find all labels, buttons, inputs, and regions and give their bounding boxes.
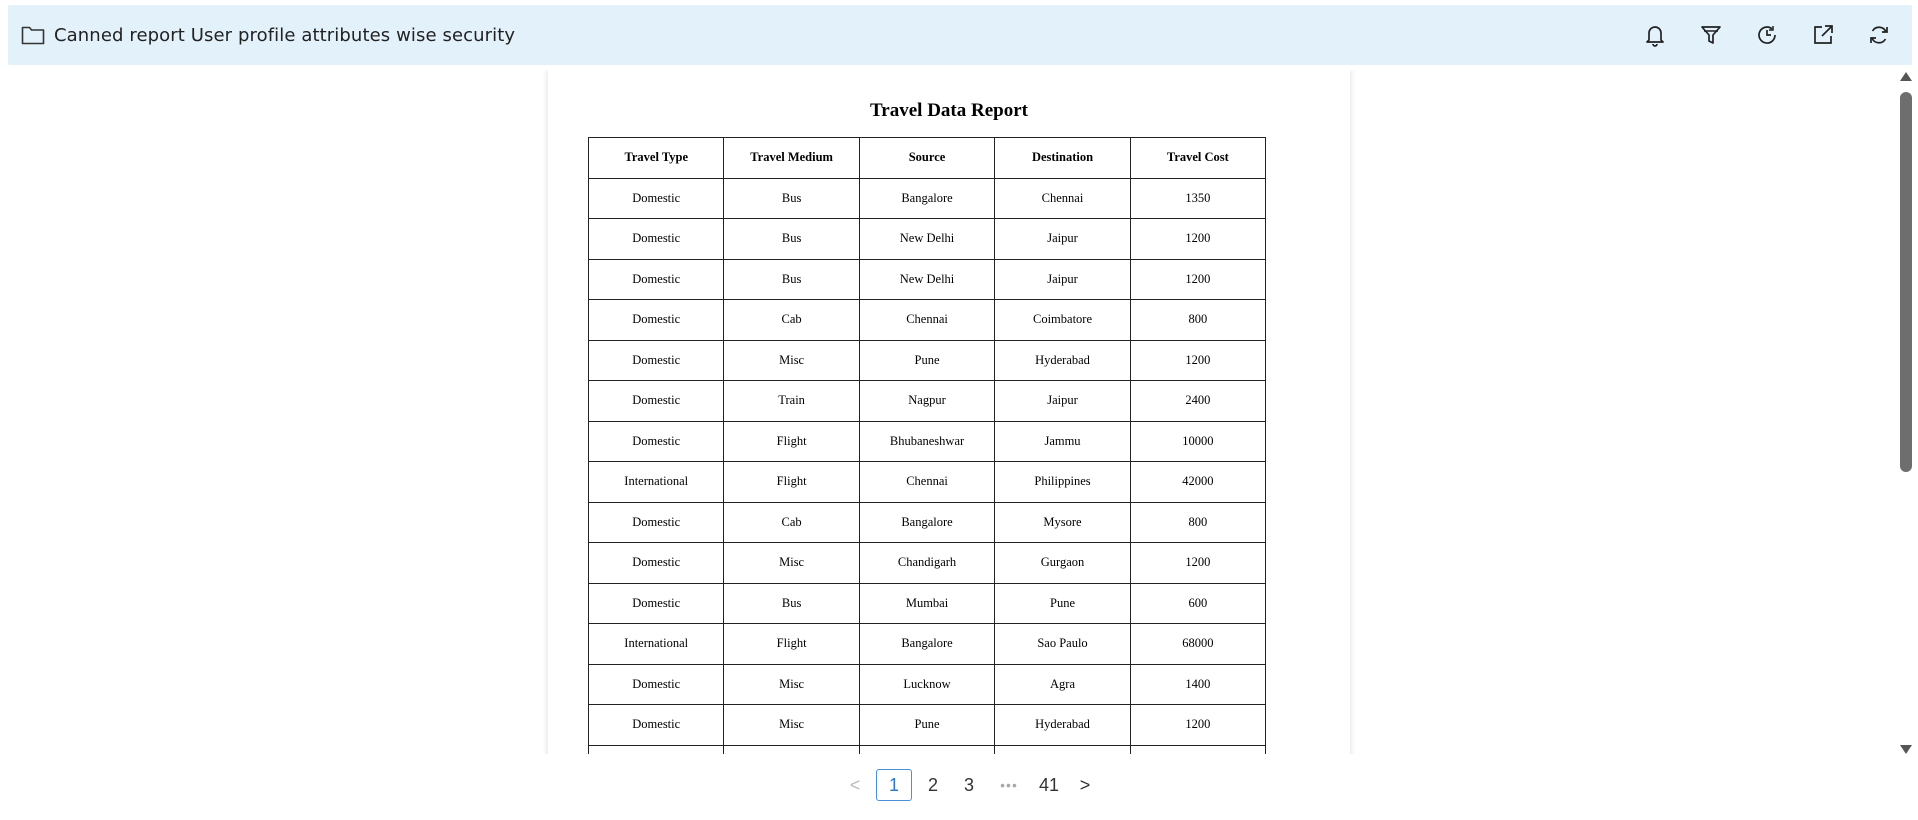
report-header: [8, 5, 1912, 65]
table-cell: Domestic: [589, 583, 724, 624]
table-cell: 800: [1130, 502, 1265, 543]
page-3-button[interactable]: 3: [963, 774, 974, 795]
table-row: [589, 259, 1266, 300]
table-cell: Jammu: [995, 421, 1130, 462]
table-cell: Flight: [724, 462, 859, 503]
table-cell: Gurgaon: [995, 543, 1130, 584]
table-row: [589, 421, 1266, 462]
table-cell: [995, 745, 1130, 754]
table-cell: New Delhi: [859, 259, 995, 300]
export-icon[interactable]: [1810, 22, 1836, 48]
scroll-down-arrow-icon[interactable]: [1900, 745, 1912, 754]
table-cell: 1350: [1130, 178, 1265, 219]
table-cell: Cab: [724, 300, 859, 341]
table-cell: 1200: [1130, 259, 1265, 300]
table-cell: 1200: [1130, 219, 1265, 260]
header-actions: [1642, 5, 1892, 65]
table-cell: Philippines: [995, 462, 1130, 503]
filter-icon[interactable]: [1698, 22, 1724, 48]
table-cell: Bus: [724, 178, 859, 219]
page-2-button[interactable]: 2: [927, 774, 938, 795]
table-row: [589, 502, 1266, 543]
table-cell: Misc: [724, 664, 859, 705]
scroll-thumb[interactable]: [1900, 92, 1912, 472]
table-cell: Chennai: [859, 300, 995, 341]
bell-icon[interactable]: [1642, 22, 1668, 48]
report-title: Travel Data Report: [870, 100, 1028, 121]
table-cell: Agra: [995, 664, 1130, 705]
pagination-ellipsis[interactable]: •••: [1000, 777, 1018, 793]
table-cell: Chennai: [859, 462, 995, 503]
table-cell: Domestic: [589, 219, 724, 260]
pagination: [840, 768, 1100, 802]
table-cell: 1200: [1130, 340, 1265, 381]
folder-icon: [20, 22, 46, 48]
table-row: [589, 664, 1266, 705]
table-cell: Domestic: [589, 705, 724, 746]
table-cell: 42000: [1130, 462, 1265, 503]
table-cell: Jaipur: [995, 381, 1130, 422]
travel-data-table: [588, 137, 1266, 754]
table-cell: Misc: [724, 340, 859, 381]
table-cell: Bus: [724, 583, 859, 624]
table-cell: Bangalore: [859, 624, 995, 665]
table-row: [589, 543, 1266, 584]
table-cell: Bangalore: [859, 502, 995, 543]
table-cell: Chandigarh: [859, 543, 995, 584]
table-cell: [859, 745, 995, 754]
table-row: [589, 624, 1266, 665]
table-cell: Hyderabad: [995, 340, 1130, 381]
page-title: Canned report User profile attributes wise security: [54, 24, 516, 46]
header-title-group: [20, 5, 515, 65]
column-header: Destination: [995, 138, 1130, 179]
table-cell: [589, 745, 724, 754]
next-page-button[interactable]: >: [1079, 774, 1091, 795]
table-cell: Misc: [724, 705, 859, 746]
schedule-icon[interactable]: [1754, 22, 1780, 48]
table-row: [589, 219, 1266, 260]
table-cell: Domestic: [589, 421, 724, 462]
table-cell: 2400: [1130, 381, 1265, 422]
table-cell: Pune: [859, 340, 995, 381]
table-row: [589, 300, 1266, 341]
table-row: [589, 705, 1266, 746]
table-cell: 1400: [1130, 664, 1265, 705]
table-cell: Domestic: [589, 300, 724, 341]
table-cell: [724, 745, 859, 754]
table-cell: Bangalore: [859, 178, 995, 219]
table-cell: Hyderabad: [995, 705, 1130, 746]
column-header: Source: [859, 138, 995, 179]
table-cell: Jaipur: [995, 259, 1130, 300]
table-cell: Domestic: [589, 543, 724, 584]
table-row: [589, 340, 1266, 381]
vertical-scrollbar[interactable]: [1898, 70, 1914, 754]
table-header-row: [589, 138, 1266, 179]
table-cell: Bhubaneshwar: [859, 421, 995, 462]
table-cell: Jaipur: [995, 219, 1130, 260]
table-cell: Lucknow: [859, 664, 995, 705]
table-cell: 1200: [1130, 705, 1265, 746]
table-cell: Mysore: [995, 502, 1130, 543]
table-cell: 68000: [1130, 624, 1265, 665]
table-cell: Domestic: [589, 259, 724, 300]
table-cell: Domestic: [589, 381, 724, 422]
table-row: [589, 462, 1266, 503]
table-cell: Chennai: [995, 178, 1130, 219]
table-cell: Domestic: [589, 178, 724, 219]
table-cell: Coimbatore: [995, 300, 1130, 341]
table-cell: Nagpur: [859, 381, 995, 422]
table-cell: Misc: [724, 543, 859, 584]
prev-page-button[interactable]: <: [849, 774, 861, 795]
table-cell: 800: [1130, 300, 1265, 341]
table-cell: 1200: [1130, 543, 1265, 584]
column-header: Travel Type: [589, 138, 724, 179]
column-header: Travel Cost: [1130, 138, 1265, 179]
table-cell: Flight: [724, 421, 859, 462]
table-cell: Pune: [859, 705, 995, 746]
table-cell: Cab: [724, 502, 859, 543]
table-cell: Mumbai: [859, 583, 995, 624]
table-cell: International: [589, 624, 724, 665]
report-viewer: [0, 70, 1918, 754]
table-cell: International: [589, 462, 724, 503]
refresh-icon[interactable]: [1866, 22, 1892, 48]
table-cell: Sao Paulo: [995, 624, 1130, 665]
table-cell: Train: [724, 381, 859, 422]
table-cell: Domestic: [589, 340, 724, 381]
table-cell: Flight: [724, 624, 859, 665]
table-row: [589, 583, 1266, 624]
report-page: [548, 70, 1350, 754]
table-cell: New Delhi: [859, 219, 995, 260]
table-cell: [1130, 745, 1265, 754]
page-1-button[interactable]: 1: [876, 769, 912, 801]
table-row: [589, 745, 1266, 754]
table-cell: Bus: [724, 259, 859, 300]
table-cell: Domestic: [589, 664, 724, 705]
last-page-button[interactable]: 41: [1038, 774, 1060, 795]
table-row: [589, 178, 1266, 219]
table-cell: 600: [1130, 583, 1265, 624]
table-cell: Domestic: [589, 502, 724, 543]
table-cell: Pune: [995, 583, 1130, 624]
table-row: [589, 381, 1266, 422]
table-cell: Bus: [724, 219, 859, 260]
column-header: Travel Medium: [724, 138, 859, 179]
table-cell: 10000: [1130, 421, 1265, 462]
scroll-up-arrow-icon[interactable]: [1900, 72, 1912, 81]
